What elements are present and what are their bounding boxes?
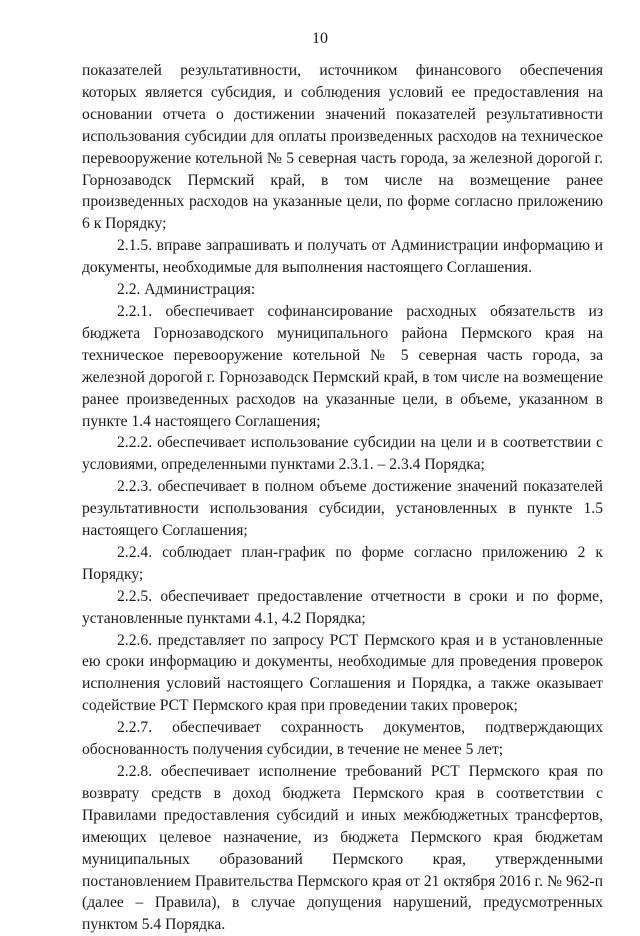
paragraph-2-2-heading: 2.2. Администрация: bbox=[117, 281, 256, 299]
paragraph-2-2-3: 2.2.3. обеспечивает в полном объеме достижение значений показателей результативности использования субсидии, установленных в пункте 1.5 настоящего Соглашения; bbox=[82, 478, 603, 540]
document-body bbox=[82, 60, 603, 936]
paragraph-2-2-4: 2.2.4. соблюдает план-график по форме согласно приложению 2 к Порядку; bbox=[82, 543, 603, 583]
paragraph-2-2-1: 2.2.1. обеспечивает софинансирование расходных обязательств из бюджета Горнозаводского муниципального района Пермского края на техническое перевооружение котельной № 5 северная часть города, за железной дорогой г. Горнозаводск Пермский край, в том числе на возмещение ранее произведенных расходов на указанные цели, в объеме, указанном в пункте 1.4 настоящего Соглашения; bbox=[82, 302, 603, 430]
page-number: 10 bbox=[312, 30, 328, 47]
paragraph-2-2-5: 2.2.5. обеспечивает предоставление отчетности в сроки и по форме, установленные пунктами 4.1, 4.2 Порядка; bbox=[82, 587, 603, 627]
paragraph-2-2-7: 2.2.7. обеспечивает сохранность документов, подтверждающих обоснованность получения субсидии, в течение не менее 5 лет; bbox=[82, 719, 603, 759]
paragraph-2-1-5: 2.1.5. вправе запрашивать и получать от Администрации информацию и документы, необходимые для выполнения настоящего Соглашения. bbox=[82, 237, 603, 277]
paragraph-continuation: показателей результативности, источником финансового обеспечения которых является субсидия, и соблюдения условий ее предоставления на основании отчета о достижении значений показателей результативности использования субсидии для оплаты произведенных расходов на техническое перевооружение котельной № 5 северная часть города, за железной дорогой г. Горнозаводск Пермский край, в том числе на возмещение ранее произведенных расходов на указанные цели, по форме согласно приложению 6 к Порядку; bbox=[82, 62, 603, 233]
paragraph-2-2-8: 2.2.8. обеспечивает исполнение требований РСТ Пермского края по возврату средств в доход бюджета Пермского края в соответствии с Правилами предоставления субсидий и иных межбюджетных трансфертов, имеющих целевое назначение, из бюджета Пермского края бюджетам муниципальных образований Пермского края, утвержденными постановлением Правительства Пермского края от 21 октября 2016 г. № 962-п (далее – Правила), в случае допущения нарушений, предусмотренных пунктом 5.4 Порядка. bbox=[82, 763, 603, 934]
paragraph-2-2-2: 2.2.2. обеспечивает использование субсидии на цели и в соответствии с условиями, определенными пунктами 2.3.1. – 2.3.4 Порядка; bbox=[82, 434, 603, 474]
paragraph-2-2-6: 2.2.6. представляет по запросу РСТ Пермского края и в установленные ею сроки информацию и документы, необходимые для проведения проверок исполнения условий настоящего Соглашения и Порядка, а также оказывает содействие РСТ Пермского края при проведении таких проверок; bbox=[82, 631, 603, 715]
